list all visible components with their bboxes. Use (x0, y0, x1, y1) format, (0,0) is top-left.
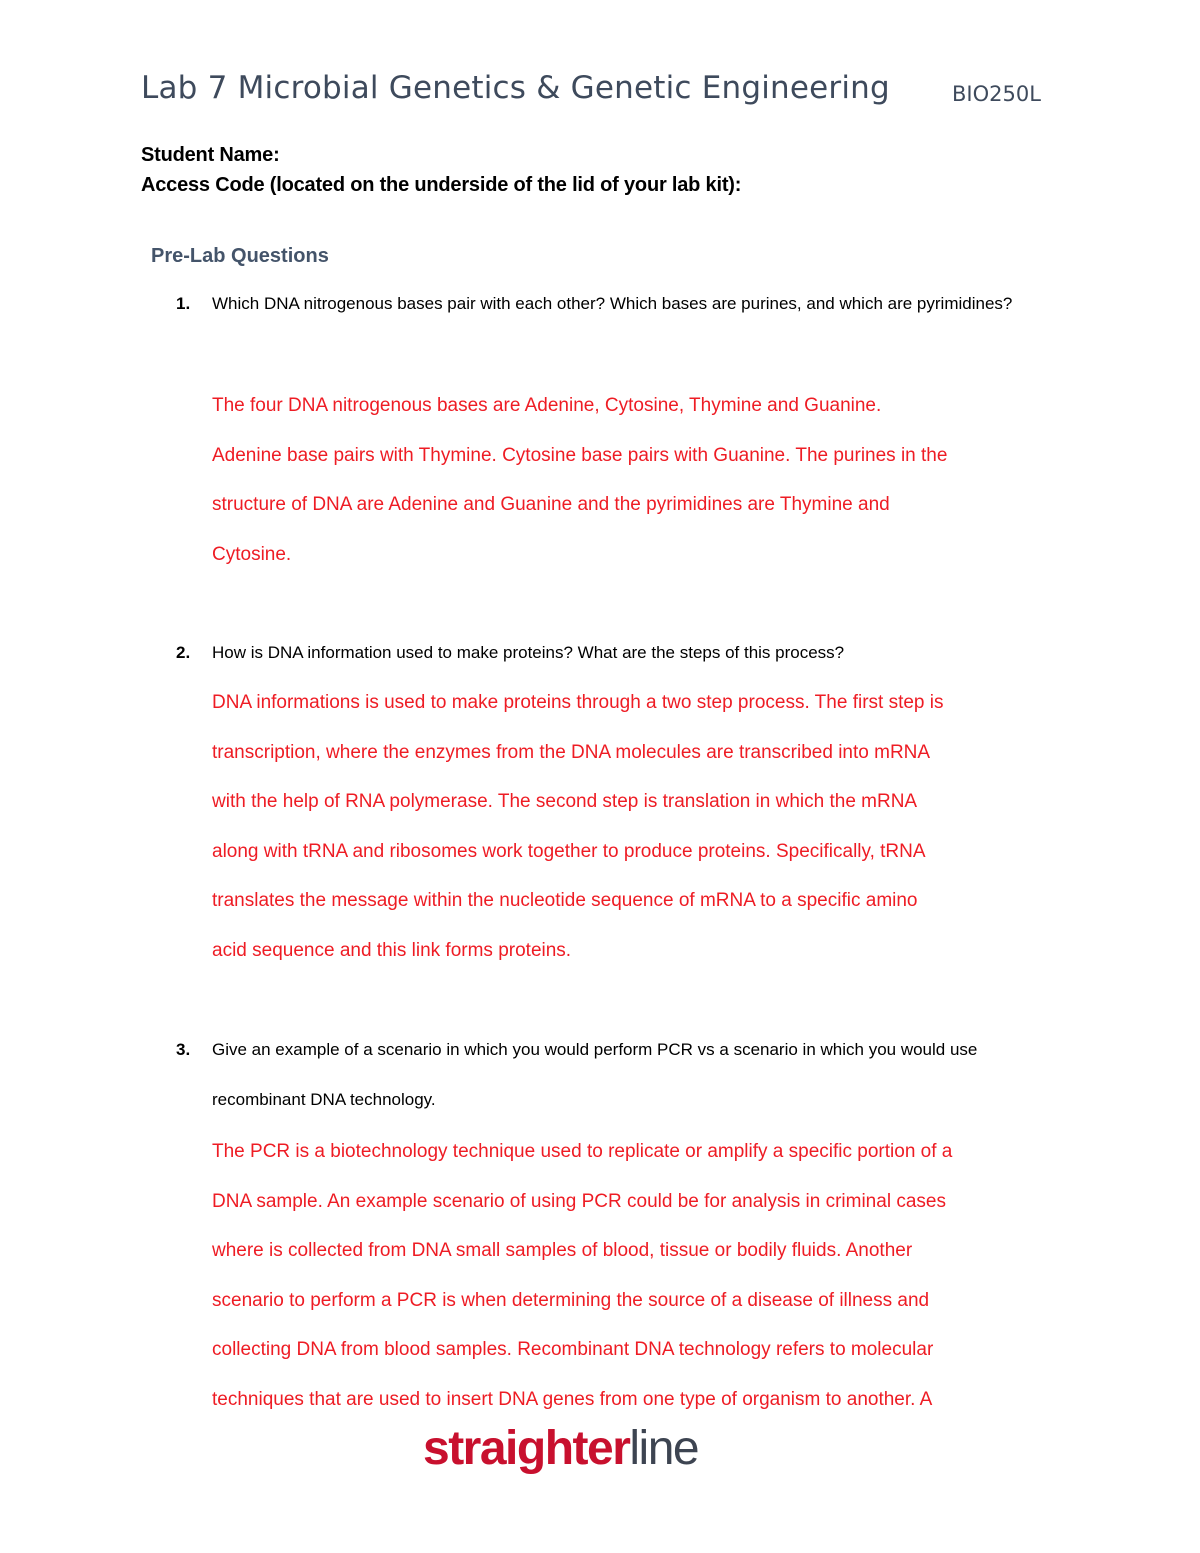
straighterline-logo (423, 1418, 783, 1488)
answer-block (212, 678, 944, 976)
answer-line: acid sequence and this link forms proteins. (212, 939, 572, 961)
answer-line: The four DNA nitrogenous bases are Adenine, Cytosine, Thymine and Guanine. (212, 395, 882, 416)
question-number: 3. (176, 1040, 191, 1059)
logo-text-primary: straighter (423, 1422, 630, 1475)
answer-line: translates the message within the nucleotide sequence of mRNA to a specific amino (212, 890, 918, 912)
question-number: 1. (176, 294, 191, 313)
answer-line: Cytosine. (212, 543, 292, 565)
answer-line: techniques that are used to insert DNA genes from one type of organism to another. A (212, 1388, 933, 1410)
answer-line: transcription, where the enzymes from the DNA molecules are transcribed into mRNA (212, 741, 931, 763)
question-text: Give an example of a scenario in which you would perform PCR vs a scenario in which you would use recombinant DNA technology. (212, 1040, 978, 1109)
question-text: How is DNA information used to make proteins? What are the steps of this process? (212, 643, 845, 662)
answer-line: scenario to perform a PCR is when determining the source of a disease of illness and (212, 1289, 930, 1311)
logo-text-secondary: line (629, 1422, 699, 1475)
answer-line: The PCR is a biotechnology technique used to replicate or amplify a specific portion of a (212, 1141, 953, 1162)
answer-block (212, 381, 947, 579)
answer-line: with the help of RNA polymerase. The second step is translation in which the mRNA (212, 791, 918, 813)
answer-line: collecting DNA from blood samples. Recombinant DNA technology refers to molecular (212, 1339, 934, 1361)
answer-line: DNA informations is used to make proteins through a two step process. The first step is (212, 692, 944, 713)
question-text: Which DNA nitrogenous bases pair with each other? Which bases are purines, and which are pyrimidines? (212, 294, 1013, 313)
student-name-label: Student Name: (141, 144, 280, 166)
answer-block (212, 1127, 952, 1425)
answer-line: along with tRNA and ribosomes work together to produce proteins. Specifically, tRNA (212, 840, 926, 862)
answer-line: DNA sample. An example scenario of using PCR could be for analysis in criminal cases (212, 1190, 946, 1212)
section-heading: Pre-Lab Questions (151, 245, 329, 267)
answer-line: structure of DNA are Adenine and Guanine and the pyrimidines are Thymine and (212, 494, 890, 516)
logo-text (423, 1422, 698, 1475)
course-code: BIO250L (952, 82, 1041, 106)
question-number: 2. (176, 643, 191, 662)
answer-line: where is collected from DNA small samples of blood, tissue or bodily fluids. Another (212, 1240, 913, 1262)
document-title: Lab 7 Microbial Genetics & Genetic Engineering (141, 70, 890, 106)
access-code-label: Access Code (located on the underside of the lid of your lab kit): (141, 174, 742, 196)
answer-line: Adenine base pairs with Thymine. Cytosine base pairs with Guanine. The purines in the (212, 444, 948, 466)
